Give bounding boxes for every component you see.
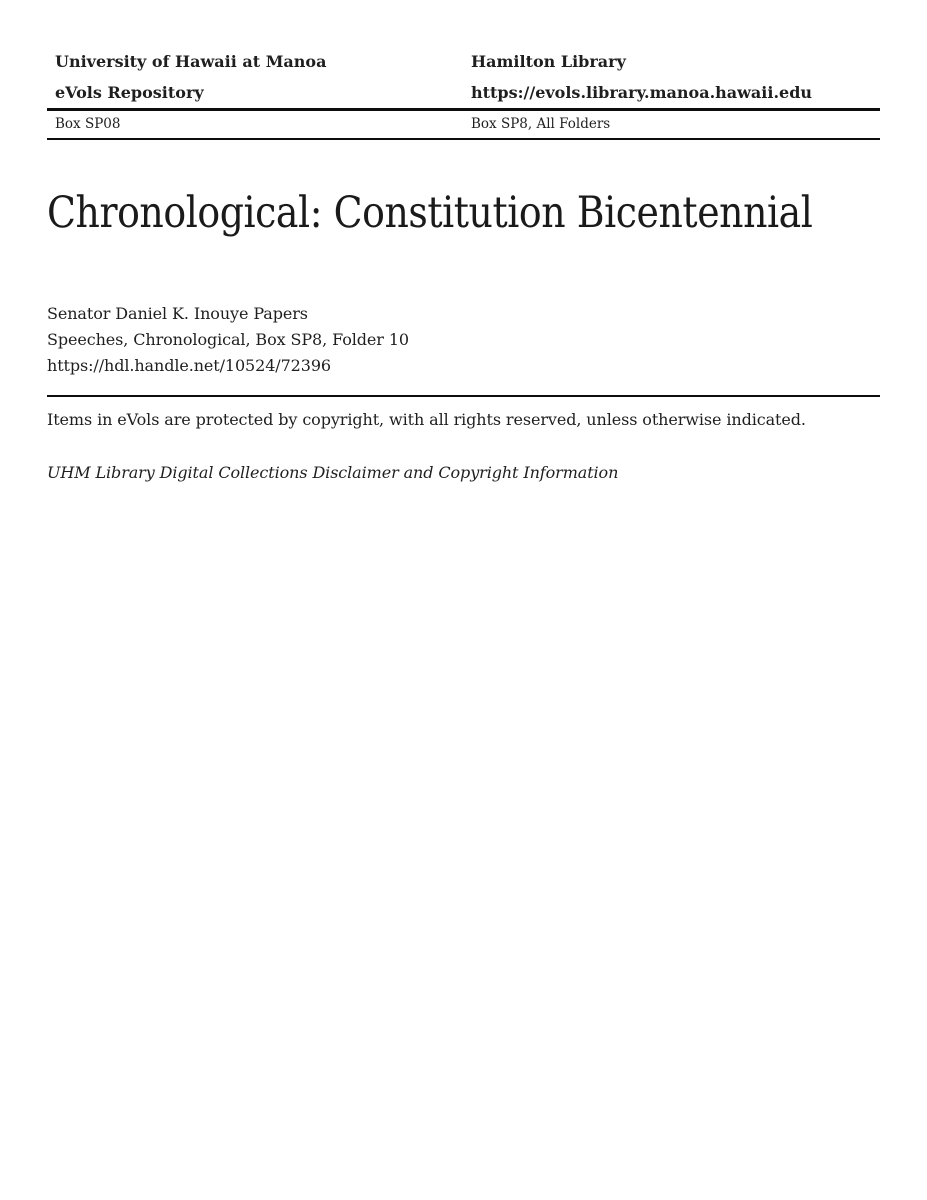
series-info: Speeches, Chronological, Box SP8, Folder 10 [47, 330, 409, 349]
header-sub-row [47, 111, 880, 138]
box-label-left: Box SP08 [55, 116, 121, 132]
header-top-row [47, 0, 880, 108]
page-title: Chronological: Constitution Bicentennial [47, 188, 813, 238]
disclaimer-link[interactable]: UHM Library Digital Collections Disclaimer and Copyright Information [47, 463, 619, 482]
copyright-notice: Items in eVols are protected by copyright, with all rights reserved, unless otherwise indicated. [47, 410, 806, 429]
divider-rule [47, 395, 880, 397]
library-name: Hamilton Library [471, 52, 626, 71]
repository-name: eVols Repository [55, 83, 204, 102]
header-rule-thin [47, 138, 880, 140]
header-right-cell [463, 46, 880, 108]
org-name: University of Hawaii at Manoa [55, 52, 327, 71]
page-header [47, 0, 880, 140]
item-metadata [47, 301, 880, 379]
handle-url[interactable]: https://hdl.handle.net/10524/72396 [47, 356, 331, 375]
collection-name: Senator Daniel K. Inouye Papers [47, 304, 308, 323]
repository-url[interactable]: https://evols.library.manoa.hawaii.edu [471, 83, 813, 102]
header-left-cell [47, 46, 463, 108]
box-label-right: Box SP8, All Folders [471, 116, 611, 132]
